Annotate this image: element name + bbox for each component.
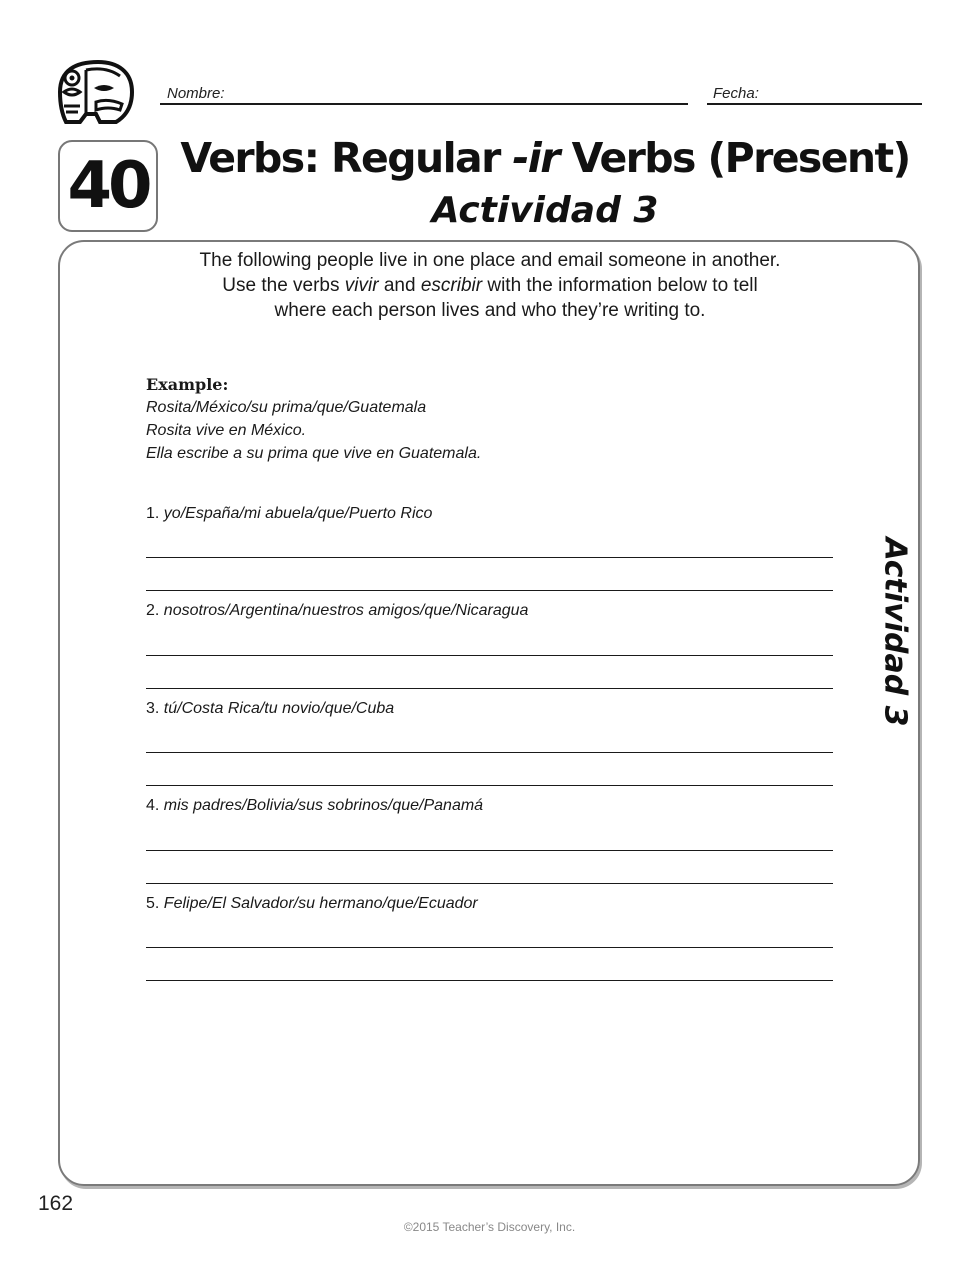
answer-line[interactable]	[146, 980, 833, 981]
title-suffix: Verbs (Present)	[558, 134, 910, 182]
item-number: 5.	[146, 895, 160, 912]
page-number: 162	[38, 1192, 74, 1215]
item-prompt: nosotros/Argentina/nuestros amigos/que/Nicaragua	[163, 602, 529, 619]
item-prompt: Felipe/El Salvador/su hermano/que/Ecuador	[163, 895, 478, 912]
answer-line[interactable]	[146, 688, 833, 689]
example-answer-1: Rosita vive en México.	[146, 422, 307, 439]
instructions-text: Use the verbs	[222, 275, 345, 296]
instructions-line-2	[120, 273, 860, 298]
nombre-field[interactable]	[160, 103, 688, 105]
instructions-line-3: where each person lives and who they’re writing to.	[274, 300, 706, 321]
item-prompt: mis padres/Bolivia/sus sobrinos/que/Panamá	[163, 797, 484, 814]
exercise-item-2	[146, 602, 528, 620]
instructions-text: with the information below to tell	[482, 275, 758, 296]
item-number: 3.	[146, 700, 160, 717]
answer-line[interactable]	[146, 557, 833, 558]
item-number: 2.	[146, 602, 160, 619]
instructions-line-1: The following people live in one place and email someone in another.	[199, 250, 781, 271]
example-answer-2: Ella escribe a su prima que vive en Guatemala.	[146, 445, 482, 462]
title-ir-suffix: -ir	[512, 134, 559, 182]
item-prompt: tú/Costa Rica/tu novio/que/Cuba	[163, 700, 395, 717]
page-title	[160, 134, 930, 182]
exercise-item-1	[146, 505, 432, 523]
fecha-label: Fecha:	[713, 85, 759, 102]
answer-line[interactable]	[146, 655, 833, 656]
item-prompt: yo/España/mi abuela/que/Puerto Rico	[163, 505, 433, 522]
answer-line[interactable]	[146, 785, 833, 786]
example-label: Example:	[146, 375, 229, 394]
nombre-label: Nombre:	[167, 85, 225, 102]
page-subtitle: Actividad 3	[431, 190, 659, 231]
item-number: 1.	[146, 505, 160, 522]
item-number: 4.	[146, 797, 160, 814]
instructions	[120, 248, 860, 323]
lesson-number-badge: 40	[58, 140, 158, 232]
exercise-item-5	[146, 895, 478, 913]
answer-line[interactable]	[146, 752, 833, 753]
copyright: ©2015 Teacher’s Discovery, Inc.	[403, 1220, 576, 1234]
exercise-item-3	[146, 700, 394, 718]
example-prompt: Rosita/México/su prima/que/Guatemala	[146, 399, 427, 416]
verb-escribir: escribir	[420, 275, 483, 296]
verb-vivir: vivir	[344, 275, 379, 296]
side-tab-label: Actividad 3	[877, 537, 913, 727]
answer-line[interactable]	[146, 850, 833, 851]
instructions-text: and	[378, 275, 421, 296]
exercise-item-4	[146, 797, 483, 815]
answer-line[interactable]	[146, 947, 833, 948]
example-block	[146, 373, 481, 465]
answer-line[interactable]	[146, 883, 833, 884]
answer-line[interactable]	[146, 590, 833, 591]
aztec-head-logo	[56, 58, 136, 126]
fecha-field[interactable]	[707, 103, 922, 105]
title-prefix: Verbs: Regular	[180, 134, 513, 182]
